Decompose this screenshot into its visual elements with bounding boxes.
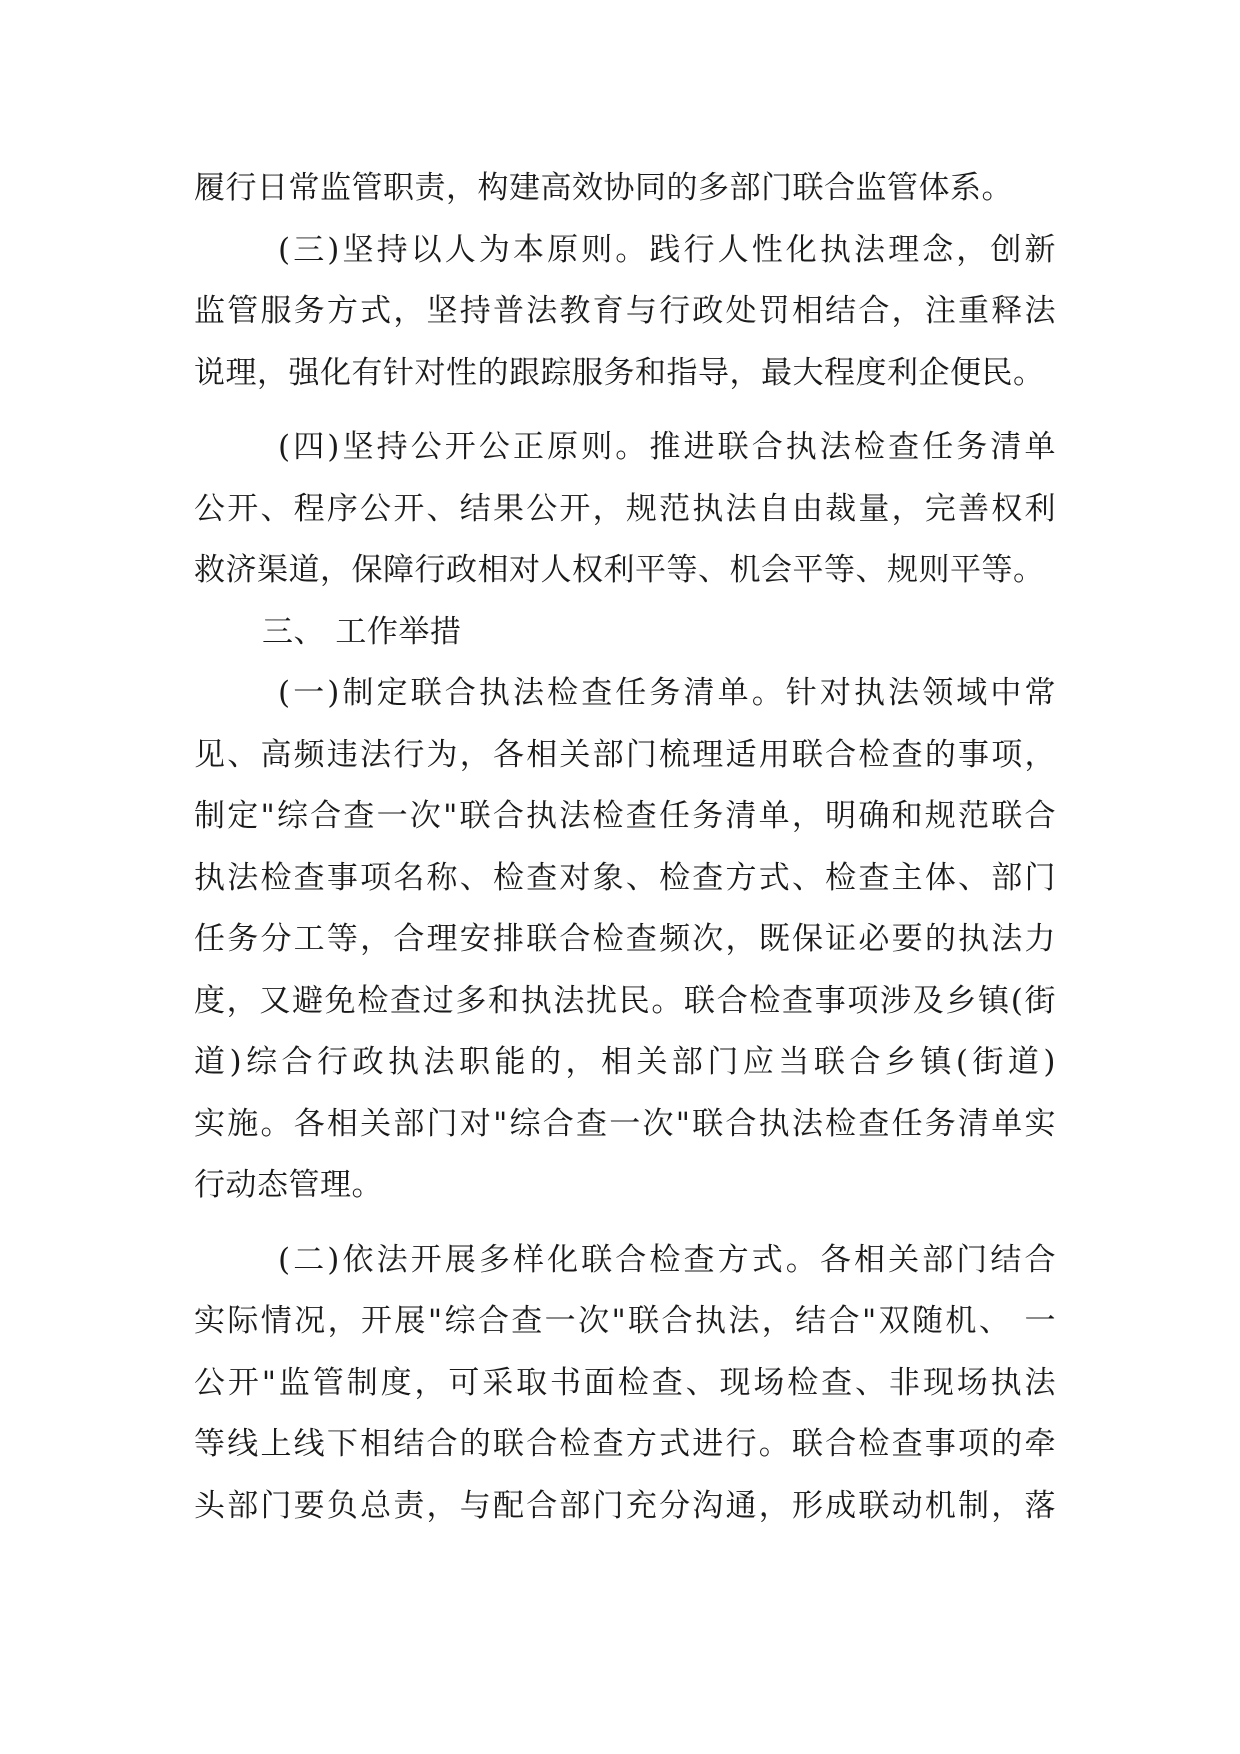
paragraph-gap [194,404,1056,417]
text-line: (二)依法开展多样化联合检查方式。各相关部门结合 [278,1241,1056,1278]
text-line: 道)综合行政执法职能的，相关部门应当联合乡镇(街道) [194,1044,1056,1080]
text-line: (四)坚持公开公正原则。推进联合执法检查任务清单 [278,429,1056,465]
text-line: 实际情况，开展"综合查一次"联合执法，结合"双随机、 一 [194,1303,1056,1339]
text-line: 度，又避免检查过多和执法扰民。联合检查事项涉及乡镇(街 [194,982,1056,1019]
text-line: 履行日常监管职责，构建高效协同的多部门联合监管体系。 [194,170,1013,206]
text-line: 等线上线下相结合的联合检查方式进行。联合检查事项的牵 [194,1426,1056,1462]
paragraph-principle-people-oriented [194,220,1056,405]
section-heading [194,602,1056,664]
text-line: 公开"监管制度，可采取书面检查、现场检查、非现场执法 [194,1364,1056,1401]
document-body [194,158,1056,1537]
paragraph-continuation [194,158,1056,220]
text-line: 制定"综合查一次"联合执法检查任务清单，明确和规范联合 [194,798,1056,834]
text-line: 实施。各相关部门对"综合查一次"联合执法检查任务清单实 [194,1105,1056,1142]
paragraph-task-list [194,663,1056,1217]
paragraph-principle-openness [194,417,1056,602]
text-line: 头部门要负总责，与配合部门充分沟通，形成联动机制，落 [194,1487,1056,1524]
section-heading-text: 三、 工作举措 [262,613,462,650]
text-line: (一)制定联合执法检查任务清单。针对执法领域中常 [278,675,1056,711]
paragraph-gap [194,1217,1056,1230]
text-line: 救济渠道，保障行政相对人权利平等、机会平等、规则平等。 [194,552,1045,588]
text-line: (三)坚持以人为本原则。践行人性化执法理念，创新 [278,231,1056,268]
text-line: 行动态管理。 [194,1167,383,1203]
text-line: 见、高频违法行为，各相关部门梳理适用联合检查的事项， [194,736,1056,773]
text-line: 任务分工等，合理安排联合检查频次，既保证必要的执法力 [194,921,1056,957]
text-line: 说理，强化有针对性的跟踪服务和指导，最大程度利企便民。 [194,354,1045,391]
text-line: 公开、程序公开、结果公开，规范执法自由裁量，完善权利 [194,490,1056,527]
paragraph-inspection-methods [194,1230,1056,1538]
text-line: 执法检查事项名称、检查对象、检查方式、检查主体、部门 [194,859,1056,896]
text-line: 监管服务方式，坚持普法教育与行政处罚相结合，注重释法 [194,293,1056,329]
